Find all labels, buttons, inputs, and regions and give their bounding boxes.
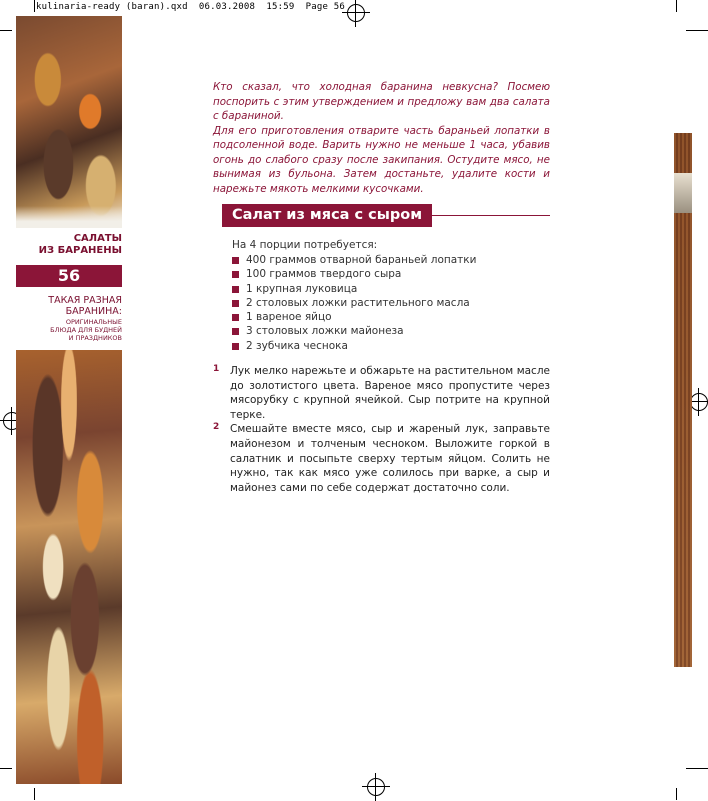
recipe-title: Салат из мяса с сыром xyxy=(222,204,432,227)
recipe-steps xyxy=(213,364,550,495)
crop-mark xyxy=(686,768,708,769)
bullet-square-icon xyxy=(232,343,239,350)
intro-paragraph: Кто сказал, что холодная баранина невкусна? Посмею поспорить с этим утверждением и предложу вам два салата с бараниной. xyxy=(213,81,550,122)
ingredient-item: 400 граммов отварной бараньей лопатки xyxy=(232,253,476,267)
ingredient-item: 2 зубчика чеснока xyxy=(232,339,476,353)
crop-mark xyxy=(34,788,35,800)
step-text: Смешайте вместе мясо, сыр и жареный лук, заправьте майонезом и толченым чесноком. Выложите горкой в салатник и посыпьте сверху тертым яйцом. Солить не нужно, так как мясо уже солилось при варке, а сыр и майонез сами по себе содержат достаточно соли. xyxy=(230,423,550,494)
crop-mark xyxy=(686,30,708,31)
crop-mark xyxy=(0,30,12,31)
photo-edge-strip xyxy=(674,133,692,667)
chapter-subtitle: ОРИГИНАЛЬНЫЕ БЛЮДА ДЛЯ БУДНЕЙ И ПРАЗДНИКОВ xyxy=(50,318,122,342)
bullet-square-icon xyxy=(232,300,239,307)
registration-mark-icon xyxy=(347,4,365,22)
ingredient-item: 1 крупная луковица xyxy=(232,282,476,296)
recipe-step xyxy=(213,422,550,495)
servings-label: На 4 порции потребуется: xyxy=(232,239,378,251)
registration-mark-icon xyxy=(367,778,385,796)
ingredient-item: 100 граммов твердого сыра xyxy=(232,267,476,281)
intro-text xyxy=(213,80,550,196)
page-number: 56 xyxy=(16,265,122,287)
step-number: 2 xyxy=(213,422,220,433)
ingredient-item: 1 вареное яйцо xyxy=(232,310,476,324)
step-number: 1 xyxy=(213,364,220,374)
registration-mark-icon xyxy=(690,393,708,411)
crop-mark xyxy=(0,768,12,769)
intro-paragraph: Для его приготовления отварите часть бараньей лопатки в подсоленной воде. Варить нужно не меньше 1 часа, убавив огонь до слабого сразу после закипания. Остудите мясо, не вынимая из бульона. Затем достаньте, удалите кости и нарежьте мякоть мелкими кусочками. xyxy=(213,124,550,195)
bullet-square-icon xyxy=(232,257,239,264)
crop-mark xyxy=(676,788,677,800)
food-photo-top xyxy=(16,16,122,228)
chapter-title: ТАКАЯ РАЗНАЯ БАРАНИНА: xyxy=(48,295,122,317)
bullet-square-icon xyxy=(232,271,239,278)
bullet-square-icon xyxy=(232,286,239,293)
bullet-square-icon xyxy=(232,328,239,335)
ingredient-item: 3 столовых ложки майонеза xyxy=(232,324,476,338)
ingredient-list xyxy=(232,253,476,353)
recipe-step xyxy=(213,364,550,422)
step-text: Лук мелко нарежьте и обжарьте на растительном масле до золотистого цвета. Вареное мясо пропустите через мясорубку с крупной ячейкой. Сыр потрите на крупной терке. xyxy=(230,365,550,421)
bullet-square-icon xyxy=(232,314,239,321)
crop-mark xyxy=(676,0,677,12)
food-photo-bottom xyxy=(16,350,122,784)
print-slug: kulinaria-ready (baran).qxd 06.03.2008 15:59 Page 56 xyxy=(36,2,346,12)
section-label: САЛАТЫ ИЗ БАРАНЕНЫ xyxy=(38,233,122,256)
ingredient-item: 2 столовых ложки растительного масла xyxy=(232,296,476,310)
crop-mark xyxy=(34,0,35,12)
